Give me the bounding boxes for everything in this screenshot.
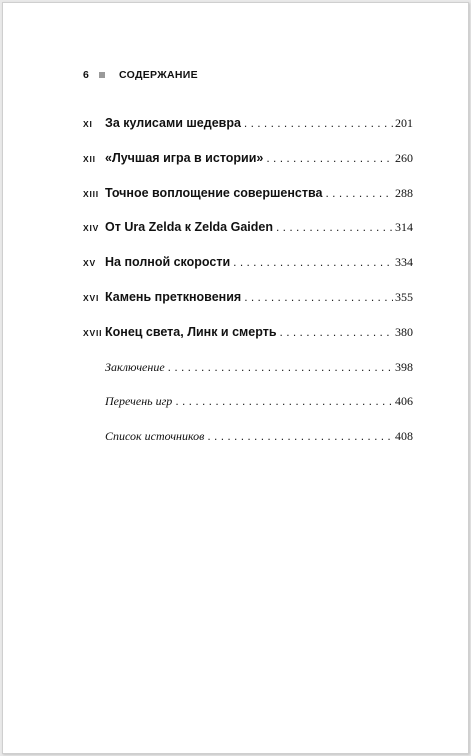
chapter-page-number: 201 xyxy=(395,116,413,130)
running-header xyxy=(83,69,198,81)
toc-entry xyxy=(83,290,413,325)
header-title: СОДЕРЖАНИЕ xyxy=(119,69,198,81)
chapter-numeral: XV xyxy=(83,258,96,269)
chapter-title: Точное воплощение совершенства xyxy=(105,185,323,200)
chapter-page-number: 408 xyxy=(395,429,413,444)
dot-leader xyxy=(244,116,393,130)
toc-entry xyxy=(83,220,413,255)
chapter-numeral: XIV xyxy=(83,223,100,234)
chapter-page-number: 334 xyxy=(395,255,413,270)
dot-leader xyxy=(276,220,393,234)
chapter-title: Камень преткновения xyxy=(105,289,242,304)
book-page xyxy=(2,2,469,754)
chapter-title: «Лучшая игра в истории» xyxy=(105,150,264,165)
toc-entry xyxy=(83,116,413,151)
toc-entry xyxy=(83,186,413,221)
chapter-numeral: XVI xyxy=(83,292,100,303)
chapter-title: Заключение xyxy=(105,359,165,374)
dot-leader xyxy=(244,290,393,304)
toc-entry xyxy=(83,151,413,186)
chapter-title: На полной скорости xyxy=(105,255,231,270)
chapter-numeral: XII xyxy=(83,153,96,164)
table-of-contents xyxy=(83,116,413,464)
chapter-title: За кулисами шедевра xyxy=(105,116,241,130)
toc-entry xyxy=(83,255,413,290)
dot-leader xyxy=(266,151,393,165)
dot-leader xyxy=(207,429,393,443)
chapter-page-number: 260 xyxy=(395,150,413,165)
chapter-title: Конец света, Линк и смерть xyxy=(105,324,277,339)
chapter-page-number: 355 xyxy=(395,289,413,304)
chapter-page-number: 288 xyxy=(395,185,413,200)
chapter-title: От Ura Zelda к Zelda Gaiden xyxy=(105,220,273,235)
chapter-numeral: XVII xyxy=(83,327,103,338)
dot-leader xyxy=(280,325,393,339)
chapter-numeral: XI xyxy=(83,119,93,129)
page-number: 6 xyxy=(83,69,90,81)
chapter-page-number: 406 xyxy=(395,394,413,409)
dot-leader xyxy=(168,360,393,374)
chapter-title: Список источников xyxy=(105,429,205,444)
chapter-page-number: 380 xyxy=(395,324,413,339)
dot-leader xyxy=(233,255,393,269)
toc-entry xyxy=(83,429,413,464)
dot-leader xyxy=(175,394,393,408)
toc-entry xyxy=(83,394,413,429)
chapter-numeral: XIII xyxy=(83,188,99,199)
chapter-page-number: 398 xyxy=(395,359,413,374)
toc-entry xyxy=(83,325,413,360)
chapter-title: Перечень игр xyxy=(105,394,173,409)
chapter-page-number: 314 xyxy=(395,220,413,235)
toc-entry xyxy=(83,360,413,395)
dot-leader xyxy=(325,186,393,200)
header-square-marker xyxy=(99,72,105,78)
